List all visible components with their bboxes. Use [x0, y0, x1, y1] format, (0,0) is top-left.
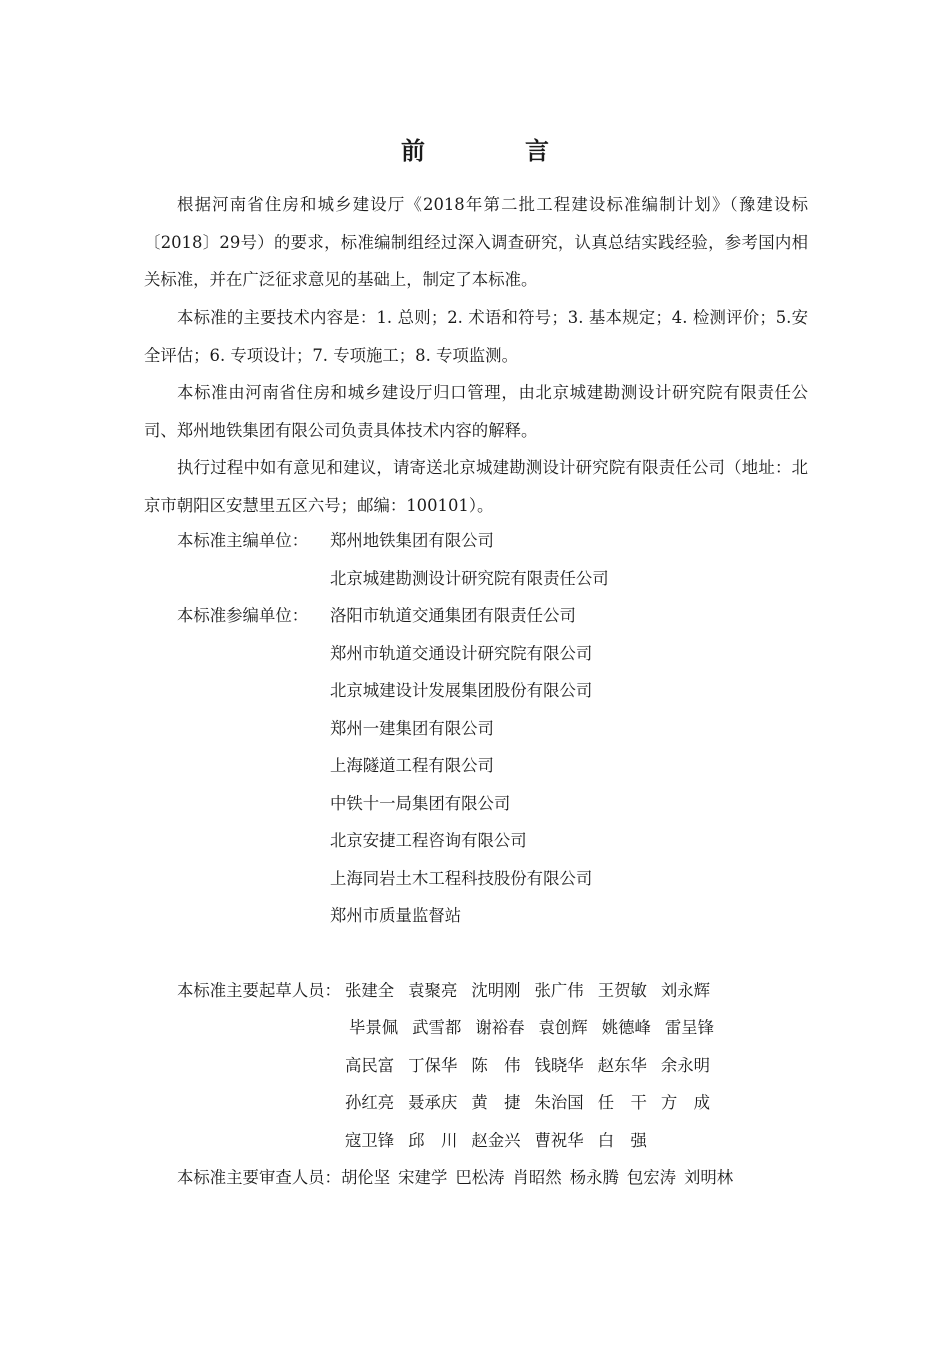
- reviewer-name: 巴松涛: [455, 1168, 505, 1187]
- participating-unit: 郑州一建集团有限公司: [330, 719, 494, 738]
- drafters-row: [349, 1009, 728, 1047]
- drafter-name: 陈 伟: [471, 1056, 521, 1075]
- reviewer-name: 杨永腾: [569, 1168, 619, 1187]
- participating-unit: 上海同岩土木工程科技股份有限公司: [330, 869, 593, 888]
- preface-paragraph-4: 执行过程中如有意见和建议，请寄送北京城建勘测设计研究院有限责任公司（地址：北京市朝阳区安慧里五区六号；邮编：100101）。: [144, 458, 808, 515]
- preface-paragraph-3: 本标准由河南省住房和城乡建设厅归口管理，由北京城建勘测设计研究院有限责任公司、郑州地铁集团有限公司负责具体技术内容的解释。: [144, 383, 808, 440]
- drafter-name: 刘永辉: [660, 981, 711, 1000]
- preface-paragraph-2: 本标准的主要技术内容是：1. 总则；2. 术语和符号；3. 基本规定；4. 检测评价；5.安全评估；6. 专项设计；7. 专项施工；8. 专项监测。: [144, 308, 808, 365]
- drafter-name: 袁创辉: [538, 1018, 588, 1037]
- drafters-row: [345, 972, 724, 1010]
- reviewer-name: 肖昭然: [512, 1168, 562, 1187]
- chief-unit: 郑州地铁集团有限公司: [330, 531, 494, 550]
- participating-unit: 郑州市质量监督站: [330, 906, 462, 925]
- reviewer-name: 刘明林: [684, 1168, 734, 1187]
- drafter-name: 毕景佩: [349, 1018, 399, 1037]
- preface-paragraph-1: 根据河南省住房和城乡建设厅《2018年第二批工程建设标准编制计划》（豫建设标〔2018〕29号）的要求，标准编制组经过深入调查研究，认真总结实践经验，参考国内相关标准，并在广泛征求意见的基础上，制定了本标准。: [144, 195, 808, 289]
- drafter-name: 谢裕春: [475, 1018, 525, 1037]
- participating-unit: 中铁十一局集团有限公司: [330, 794, 511, 813]
- drafter-name: 任 干: [597, 1093, 647, 1112]
- drafter-name: 方 成: [660, 1093, 711, 1112]
- reviewers-row: [341, 1159, 733, 1197]
- chief-units-label: 本标准主编单位：: [177, 531, 309, 550]
- drafters-row: [345, 1084, 724, 1122]
- participating-unit: 上海隧道工程有限公司: [330, 756, 494, 775]
- drafter-name: 白 强: [597, 1131, 647, 1150]
- drafters-label: 本标准主要起草人员：: [177, 981, 341, 1000]
- drafters-row: [345, 1047, 724, 1085]
- drafter-name: 王贺敏: [597, 981, 647, 1000]
- reviewer-name: 胡伦坚: [341, 1168, 391, 1187]
- participating-unit: 郑州市轨道交通设计研究院有限公司: [330, 644, 593, 663]
- participating-unit: 北京城建设计发展集团股份有限公司: [330, 681, 593, 700]
- drafter-name: 聂承庆: [408, 1093, 458, 1112]
- drafter-name: 赵东华: [597, 1056, 647, 1075]
- reviewer-name: 宋建学: [398, 1168, 448, 1187]
- drafter-name: 武雪都: [412, 1018, 462, 1037]
- participating-unit: 洛阳市轨道交通集团有限责任公司: [330, 606, 576, 625]
- drafter-name: 寇卫锋: [345, 1131, 395, 1150]
- page-title: 前 言: [401, 137, 587, 165]
- drafter-name: 姚德峰: [601, 1018, 651, 1037]
- drafter-name: 高民富: [345, 1056, 395, 1075]
- drafter-name: 袁聚亮: [408, 981, 458, 1000]
- drafter-name: 朱治国: [534, 1093, 584, 1112]
- reviewer-name: 包宏涛: [626, 1168, 677, 1187]
- drafter-name: 余永明: [660, 1056, 711, 1075]
- drafter-name: 张广伟: [534, 981, 584, 1000]
- drafters-row: [345, 1122, 661, 1160]
- drafter-name: 雷呈锋: [664, 1018, 715, 1037]
- drafter-name: 钱晓华: [534, 1056, 584, 1075]
- drafter-name: 邱 川: [408, 1131, 458, 1150]
- drafter-name: 曹祝华: [534, 1131, 584, 1150]
- drafter-name: 赵金兴: [471, 1131, 521, 1150]
- chief-unit: 北京城建勘测设计研究院有限责任公司: [330, 569, 609, 588]
- participating-units-label: 本标准参编单位：: [177, 606, 309, 625]
- drafter-name: 黄 捷: [471, 1093, 521, 1112]
- drafter-name: 孙红亮: [345, 1093, 395, 1112]
- reviewers-label: 本标准主要审查人员：: [177, 1168, 341, 1187]
- participating-unit: 北京安捷工程咨询有限公司: [330, 831, 527, 850]
- drafter-name: 丁保华: [408, 1056, 458, 1075]
- drafter-name: 沈明刚: [471, 981, 521, 1000]
- drafter-name: 张建全: [345, 981, 395, 1000]
